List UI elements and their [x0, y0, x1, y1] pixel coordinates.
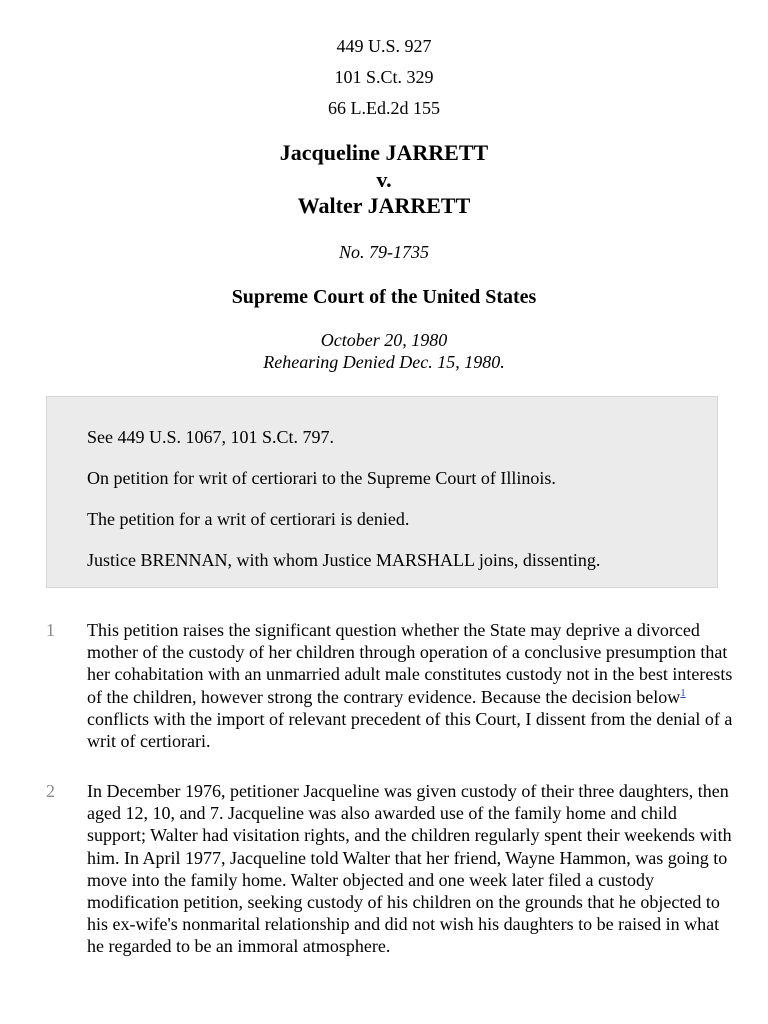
- respondent-name: Walter JARRETT: [297, 193, 471, 218]
- headnote-see-also: See 449 U.S. 1067, 101 S.Ct. 797.: [87, 427, 335, 447]
- citation-led: 66 L.Ed.2d 155: [328, 98, 440, 118]
- paragraph-text-part: This petition raises the significant question whether the State may deprive a divorced mother of the custody of her children through operation of a conclusive presumption that her cohabitation with an unmarried adult male constitutes custody not in the best interests of the children, however strong the contrary evidence. Because the decision below: [87, 620, 733, 707]
- citation-sct: 101 S.Ct. 329: [334, 67, 434, 87]
- paragraph-text: [87, 619, 737, 752]
- citation-us: 449 U.S. 927: [336, 36, 432, 56]
- citations: [0, 0, 768, 127]
- decision-dates: [0, 329, 768, 373]
- headnote-box: [46, 396, 718, 588]
- headnote-petition: On petition for writ of certiorari to the Supreme Court of Illinois.: [87, 468, 556, 488]
- versus-label: v.: [376, 166, 392, 192]
- decided-date: October 20, 1980: [320, 329, 448, 350]
- paragraph-number: 2: [46, 781, 55, 801]
- docket-number: No. 79-1735: [339, 241, 429, 262]
- case-title: [0, 140, 768, 220]
- footnote-link[interactable]: 1: [680, 686, 686, 699]
- headnote-dissent: Justice BRENNAN, with whom Justice MARSHALL joins, dissenting.: [87, 550, 601, 570]
- petitioner-name: Jacqueline JARRETT: [279, 140, 489, 165]
- paragraph-text: In December 1976, petitioner Jacqueline was given custody of their three daughters, then aged 12, 10, and 7. Jacqueline was also awarded use of the family home and child support; Walter had visitation rights, and the children regularly spent their weekends with him. In April 1977, Jacqueline told Walter that her friend, Wayne Hammon, was going to move into the family home. Walter objected and one week later filed a custody modification petition, seeking custody of his children on the grounds that he objected to his ex-wife's nonmarital relationship and did not wish his daughters to be raised in what he regarded to be an immoral atmosphere.: [87, 781, 732, 957]
- rehearing-date: Rehearing Denied Dec. 15, 1980.: [263, 351, 505, 372]
- paragraph-number: 1: [46, 620, 55, 640]
- headnote-disposition: The petition for a writ of certiorari is denied.: [87, 509, 410, 529]
- paragraph-text-part: conflicts with the import of relevant precedent of this Court, I dissent from the denial of a writ of certiorari.: [87, 708, 733, 752]
- court-name: Supreme Court of the United States: [231, 285, 537, 308]
